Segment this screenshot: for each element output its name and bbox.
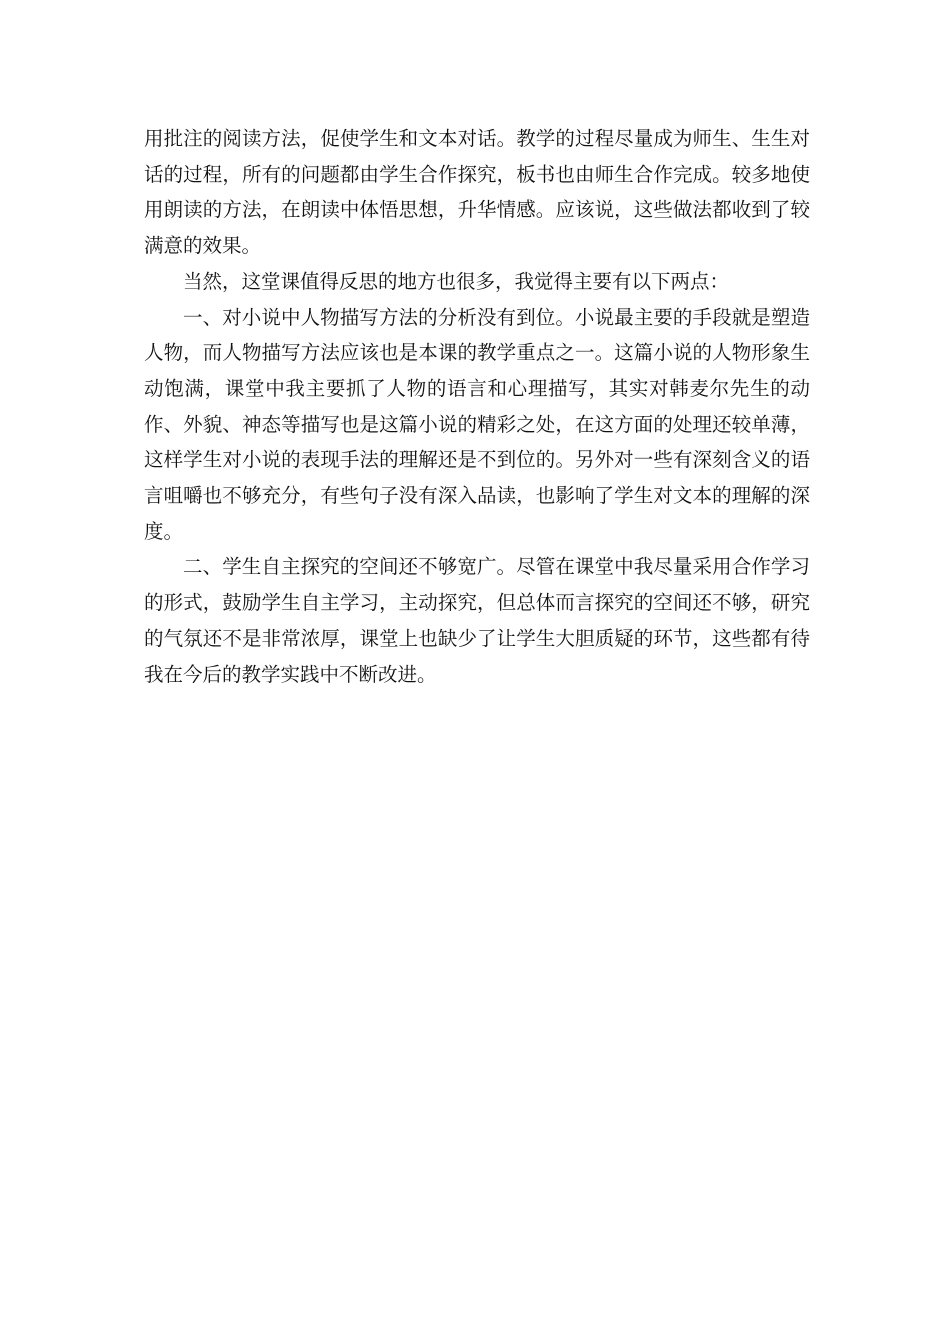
paragraph-point-one: 一、对小说中人物描写方法的分析没有到位。小说最主要的手段就是塑造人物，而人物描写方法应该也是本课的教学重点之一。这篇小说的人物形象生动饱满，课堂中我主要抓了人物的语言和心理描写，其实对韩麦尔先生的动作、外貌、神态等描写也是这篇小说的精彩之处，在这方面的处理还较单薄，这样学生对小说的表现手法的理解还是不到位的。另外对一些有深刻含义的语言咀嚼也不够充分，有些句子没有深入品读，也影响了学生对文本的理解的深度。: [144, 305, 810, 543]
paragraph-point-two: 二、学生自主探究的空间还不够宽广。尽管在课堂中我尽量采用合作学习的形式，鼓励学生自主学习，主动探究，但总体而言探究的空间还不够，研究的气氛还不是非常浓厚，课堂上也缺少了让学生大胆质疑的环节，这些都有待我在今后的教学实践中不断改进。: [144, 555, 810, 686]
document-body: [144, 121, 810, 692]
paragraph-continued: 用批注的阅读方法，促使学生和文本对话。教学的过程尽量成为师生、生生对话的过程，所有的问题都由学生合作探究，板书也由师生合作完成。较多地使用朗读的方法，在朗读中体悟思想，升华情感。应该说，这些做法都收到了较满意的效果。: [144, 127, 810, 258]
paragraph-reflection-intro: 当然，这堂课值得反思的地方也很多，我觉得主要有以下两点：: [183, 269, 730, 293]
